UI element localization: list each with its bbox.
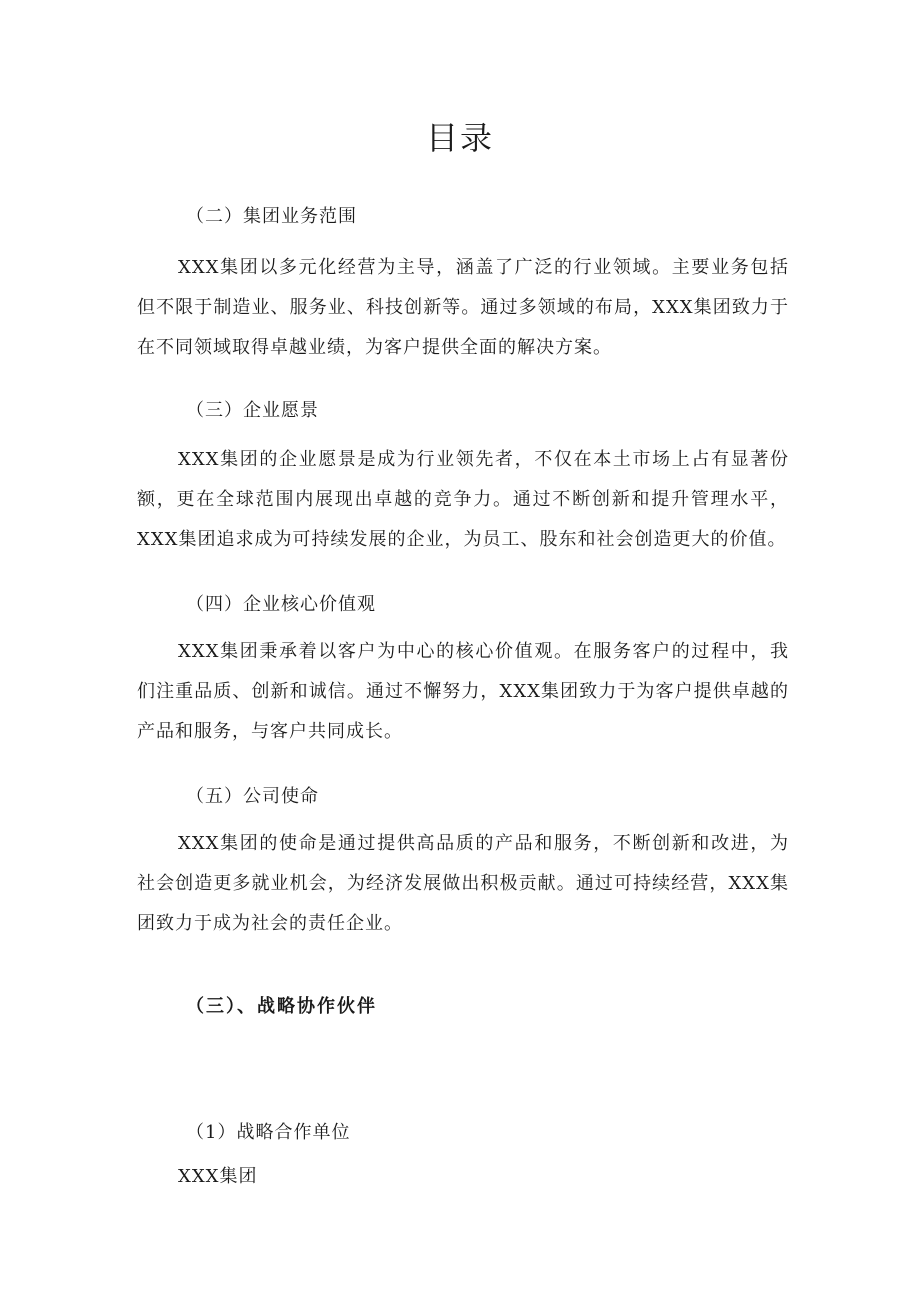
section-paragraph-vision: XXX集团的企业愿景是成为行业领先者，不仅在本土市场上占有显著份额，更在全球范围内展现出卓越的竞争力。通过不断创新和提升管理水平，XXX集团追求成为可持续发展的企业，为员工、股东和社会创造更大的价值。: [137, 449, 789, 550]
page-title: 目录: [425, 119, 494, 157]
section-paragraph-core-values: XXX集团秉承着以客户为中心的核心价值观。在服务客户的过程中，我们注重品质、创新和诚信。通过不懈努力，XXX集团致力于为客户提供卓越的产品和服务，与客户共同成长。: [137, 641, 789, 742]
section-paragraph-business-scope: XXX集团以多元化经营为主导，涵盖了广泛的行业领域。主要业务包括但不限于制造业、服务业、科技创新等。通过多领域的布局，XXX集团致力于在不同领域取得卓越业绩，为客户提供全面的解决方案。: [137, 257, 789, 358]
section-heading-core-values: （四）企业核心价值观: [186, 594, 376, 615]
partner-entry: XXX集团: [178, 1166, 258, 1187]
subheading-strategic-cooperation-units: （1）战略合作单位: [186, 1122, 351, 1143]
section-heading-vision: （三）企业愿景: [186, 400, 319, 421]
section-heading-strategic-partners: （三）、战略协作伙伴: [186, 996, 377, 1017]
section-heading-mission: （五）公司使命: [186, 786, 319, 807]
section-paragraph-mission: XXX集团的使命是通过提供高品质的产品和服务，不断创新和改进，为社会创造更多就业机会，为经济发展做出积极贡献。通过可持续经营，XXX集团致力于成为社会的责任企业。: [137, 833, 789, 934]
section-heading-business-scope: （二）集团业务范围: [186, 206, 357, 227]
